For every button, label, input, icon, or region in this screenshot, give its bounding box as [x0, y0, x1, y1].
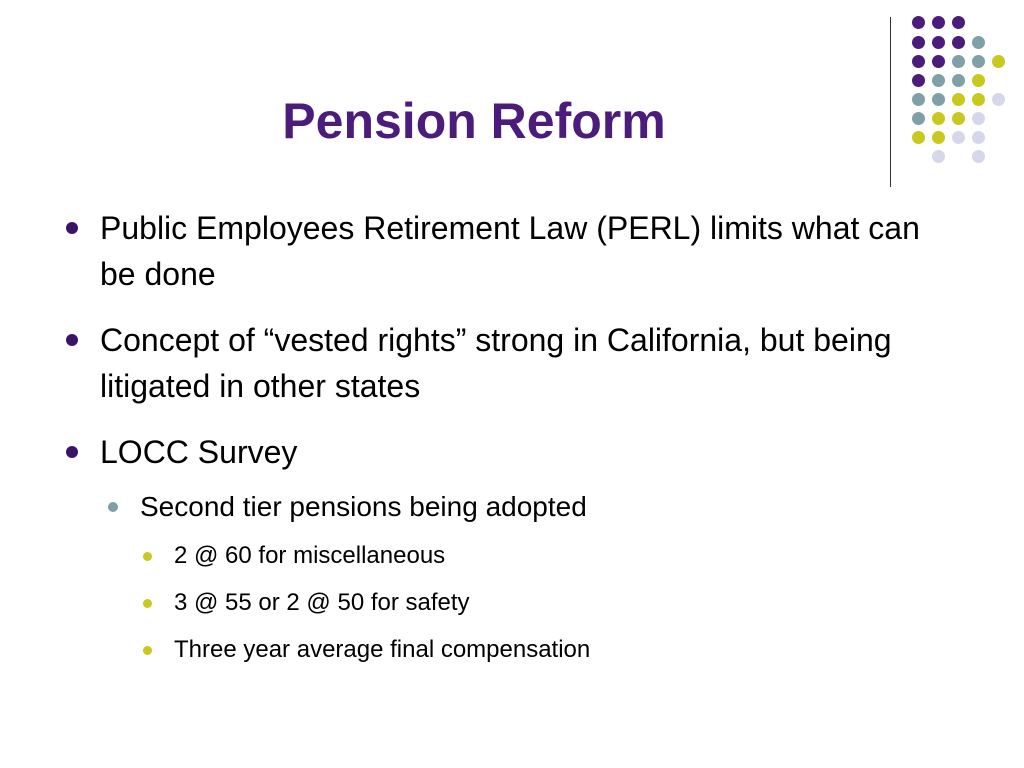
sub-bullet-second-tier: [140, 489, 940, 525]
bullet-marker-icon: [66, 334, 78, 346]
bullet-item-vested-rights: [100, 317, 950, 409]
bullet-marker-icon: [66, 446, 78, 458]
bullet-text: Concept of “vested rights” strong in California, but being litigated in other states: [100, 322, 892, 404]
sub-sub-bullet-compensation: [174, 635, 954, 665]
sub-bullet-marker-icon: [108, 502, 118, 512]
sub-sub-bullet-marker-icon: [143, 552, 152, 561]
bullet-marker-icon: [66, 222, 78, 234]
sub-sub-bullet-marker-icon: [143, 646, 152, 655]
bullet-text: 3 @ 55 or 2 @ 50 for safety: [174, 589, 470, 616]
sub-sub-bullet-marker-icon: [143, 599, 152, 608]
bullet-text: Three year average final compensation: [174, 636, 591, 663]
bullet-text: LOCC Survey: [100, 434, 298, 470]
bullet-item-perl: [100, 205, 950, 297]
bullet-text: 2 @ 60 for miscellaneous: [174, 542, 446, 569]
slide-title: Pension Reform: [282, 93, 666, 149]
bullet-text: Public Employees Retirement Law (PERL) limits what can be done: [100, 210, 920, 292]
bullet-item-locc-survey: [100, 429, 950, 475]
bullet-text: Second tier pensions being adopted: [140, 491, 587, 522]
sub-sub-bullet-miscellaneous: [174, 541, 954, 571]
sub-sub-bullet-safety: [174, 588, 954, 618]
